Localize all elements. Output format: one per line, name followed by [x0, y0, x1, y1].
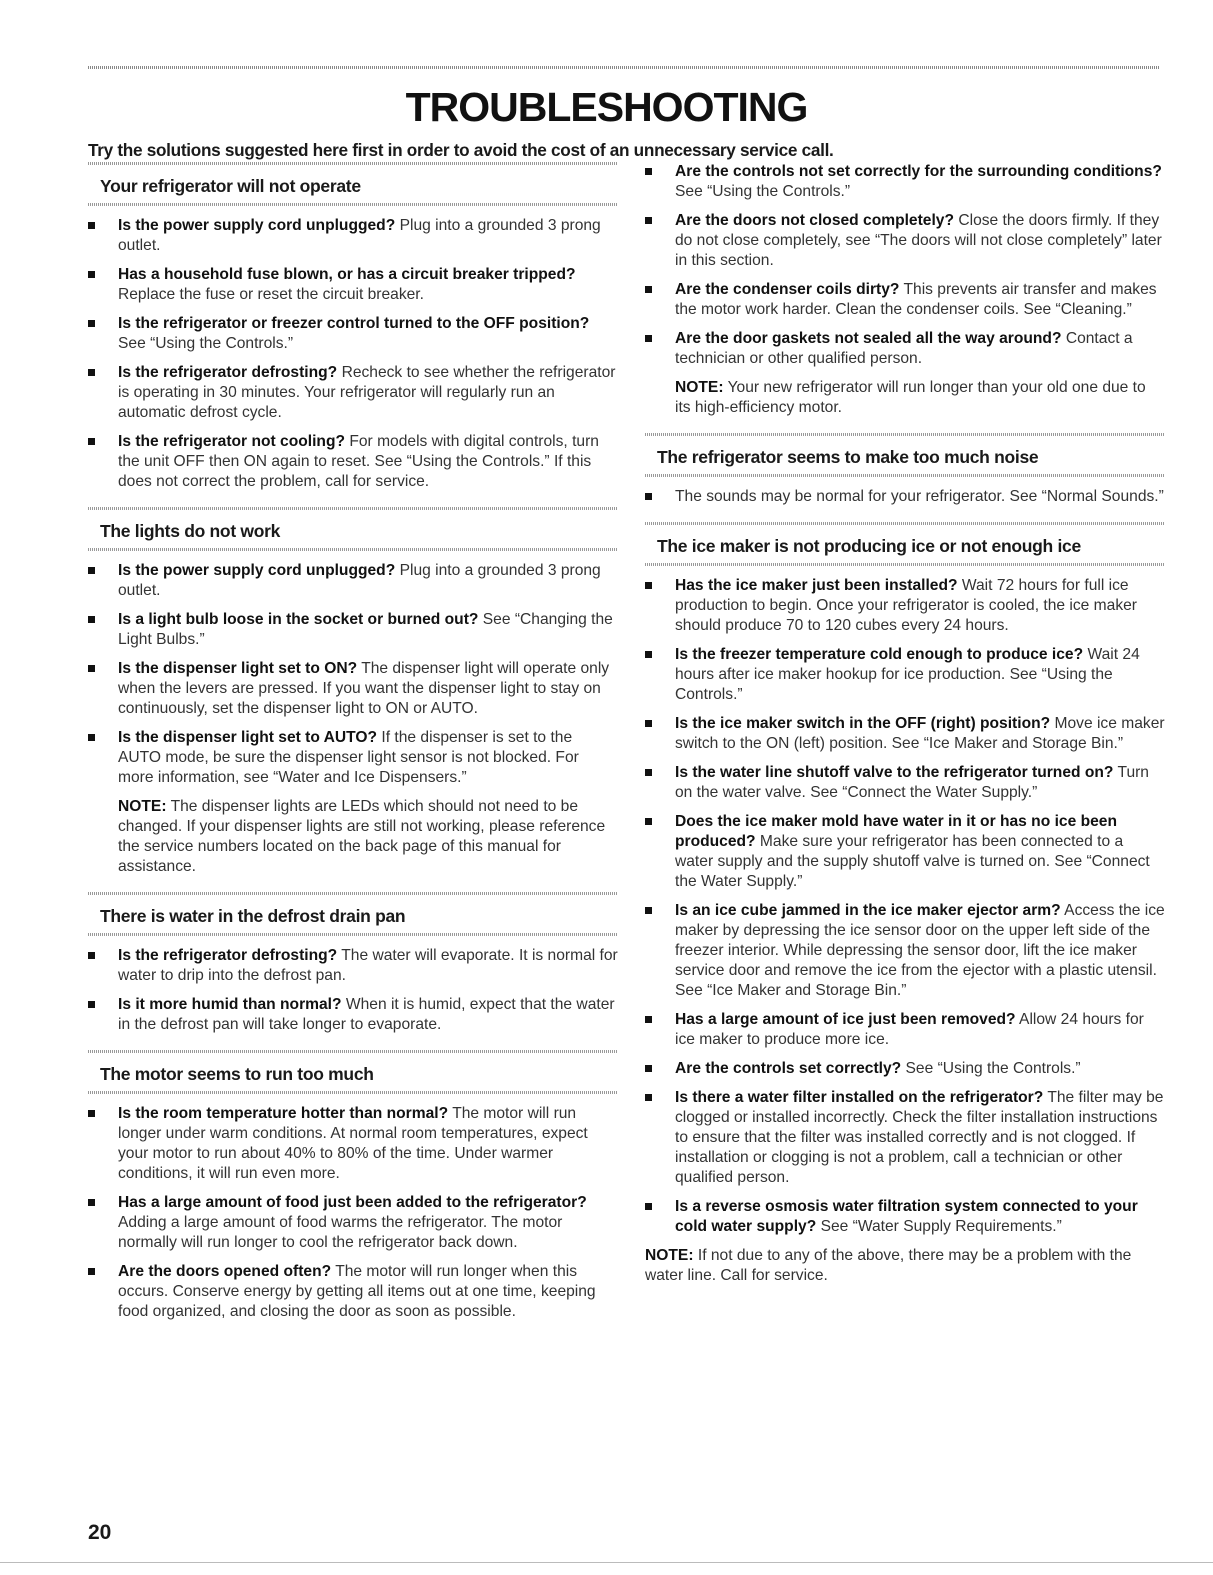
bullet-icon [88, 271, 95, 278]
bullet-icon [645, 335, 652, 342]
bullet-icon [645, 286, 652, 293]
bullet-icon [88, 1268, 95, 1275]
list-item: Is the power supply cord unplugged? Plug into a grounded 3 prong outlet. [88, 216, 618, 256]
bullet-icon [645, 907, 652, 914]
list-item: Are the doors opened often? The motor will run longer when this occurs. Conserve energy by getting all items out at one time, keeping food organized, and closing the door as soon as possible. [88, 1262, 618, 1322]
note: NOTE: Your new refrigerator will run longer than your old one due to its high-efficiency motor. [675, 379, 1146, 416]
note: NOTE: The dispenser lights are LEDs which should not need to be changed. If your dispenser lights are still not working, please reference the service numbers located on the back page of this manual for assistance. [118, 798, 606, 875]
bullet-icon [645, 1016, 652, 1023]
bullet-icon [645, 493, 652, 500]
bullet-icon [88, 222, 95, 229]
list-item: Are the doors not closed completely? Close the doors firmly. If they do not close completely, see “The doors will not close completely” later in this section. [645, 211, 1165, 271]
bullet-icon [645, 818, 652, 825]
right-column [645, 158, 1165, 1295]
list-item: Has a large amount of food just been added to the refrigerator? Adding a large amount of food warms the refrigerator. The motor normally will run longer to cool the refrigerator back down. [88, 1193, 618, 1253]
section-ice-maker [645, 516, 1165, 1286]
bullet-icon [645, 769, 652, 776]
list-item: Are the door gaskets not sealed all the way around? Contact a technician or other qualified person. [645, 329, 1165, 369]
list-item: Is the dispenser light set to AUTO? If the dispenser is set to the AUTO mode, be sure the dispenser light sensor is not blocked. For more information, see “Water and Ice Dispensers.” [88, 728, 618, 788]
list-item: Is the dispenser light set to ON? The dispenser light will operate only when the levers are pressed. If you want the dispenser light to stay on continuously, set the dispenser light to ON or AUTO. [88, 659, 618, 719]
bullet-icon [88, 665, 95, 672]
section-will-not-operate [88, 156, 618, 492]
bullet-icon [645, 168, 652, 175]
bullet-icon [88, 734, 95, 741]
bullet-icon [645, 1203, 652, 1210]
list-item: Has the ice maker just been installed? Wait 72 hours for full ice production to begin. Once your refrigerator is cooled, the ice maker should produce 70 to 120 cubes every 24 hours. [645, 576, 1165, 636]
bullet-icon [88, 616, 95, 623]
bullet-icon [88, 1110, 95, 1117]
list-item: Is the power supply cord unplugged? Plug into a grounded 3 prong outlet. [88, 561, 618, 601]
bullet-icon [88, 438, 95, 445]
list-item: The sounds may be normal for your refrigerator. See “Normal Sounds.” [645, 487, 1165, 507]
intro-text: Try the solutions suggested here first in order to avoid the cost of an unnecessary service call. [88, 140, 834, 160]
bullet-icon [88, 369, 95, 376]
list-item: Has a household fuse blown, or has a circuit breaker tripped? Replace the fuse or reset the circuit breaker. [88, 265, 618, 305]
list-item: Is there a water filter installed on the refrigerator? The filter may be clogged or installed incorrectly. Check the filter installation instructions to ensure that the filter was installed correctly and is not clogged. If installation or clogging is not a problem, call a technician or other qualified person. [645, 1088, 1165, 1188]
bullet-icon [645, 217, 652, 224]
section-heading: There is water in the defrost drain pan [88, 886, 618, 936]
list-item: Is a reverse osmosis water filtration system connected to your cold water supply? See “Water Supply Requirements.” [645, 1197, 1165, 1237]
section-heading: The motor seems to run too much [88, 1044, 618, 1094]
list-item: Is the refrigerator defrosting? Recheck to see whether the refrigerator is operating in 30 minutes. Your refrigerator will regularly run an automatic defrost cycle. [88, 363, 618, 423]
bullet-icon [645, 720, 652, 727]
bullet-icon [88, 567, 95, 574]
bullet-icon [88, 952, 95, 959]
section-defrost-pan [88, 886, 618, 1035]
list-item: Is the refrigerator not cooling? For models with digital controls, turn the unit OFF then ON again to reset. See “Using the Controls.” If this does not correct the problem, call for service. [88, 432, 618, 492]
bullet-icon [88, 320, 95, 327]
bullet-icon [645, 582, 652, 589]
bullet-icon [645, 1065, 652, 1072]
list-item: Is the water line shutoff valve to the refrigerator turned on? Turn on the water valve. See “Connect the Water Supply.” [645, 763, 1165, 803]
section-heading: Your refrigerator will not operate [88, 156, 618, 206]
section-noise [645, 427, 1165, 507]
section-heading: The refrigerator seems to make too much noise [645, 427, 1165, 477]
list-item: Has a large amount of ice just been removed? Allow 24 hours for ice maker to produce more ice. [645, 1010, 1165, 1050]
list-item: Is the refrigerator or freezer control turned to the OFF position? See “Using the Controls.” [88, 314, 618, 354]
section-heading: The ice maker is not producing ice or not enough ice [645, 516, 1165, 566]
page-title: TROUBLESHOOTING [405, 84, 808, 130]
list-item: Does the ice maker mold have water in it or has no ice been produced? Make sure your refrigerator has been connected to a water supply and the supply shutoff valve is turned on. See “Connect the Water Supply.” [645, 812, 1165, 892]
list-item: Is the room temperature hotter than normal? The motor will run longer under warm conditions. At normal room temperatures, expect your motor to run about 40% to 80% of the time. Under warmer conditions, it will run even more. [88, 1104, 618, 1184]
bullet-icon [645, 1094, 652, 1101]
bottom-divider [0, 1562, 1213, 1563]
note: NOTE: If not due to any of the above, there may be a problem with the water line. Call for service. [645, 1247, 1132, 1284]
section-motor [88, 1044, 618, 1322]
list-item: Are the condenser coils dirty? This prevents air transfer and makes the motor work harder. Clean the condenser coils. See “Cleaning.” [645, 280, 1165, 320]
section-heading: The lights do not work [88, 501, 618, 551]
page-number: 20 [88, 1521, 112, 1544]
list-item: Are the controls not set correctly for the surrounding conditions? See “Using the Controls.” [645, 162, 1165, 202]
list-item: Is an ice cube jammed in the ice maker ejector arm? Access the ice maker by depressing the ice sensor door on the upper left side of the freezer interior. While depressing the sensor door, lift the ice maker service door and remove the ice from the ejector with a plastic utensil. See “Ice Maker and Storage Bin.” [645, 901, 1165, 1001]
list-item: Is the ice maker switch in the OFF (right) position? Move ice maker switch to the ON (left) position. See “Ice Maker and Storage Bin.” [645, 714, 1165, 754]
left-column [88, 156, 618, 1331]
bullet-icon [88, 1001, 95, 1008]
list-item: Is a light bulb loose in the socket or burned out? See “Changing the Light Bulbs.” [88, 610, 618, 650]
list-item: Is the refrigerator defrosting? The water will evaporate. It is normal for water to drip into the defrost pan. [88, 946, 618, 986]
bullet-icon [88, 1199, 95, 1206]
list-item: Is the freezer temperature cold enough to produce ice? Wait 24 hours after ice maker hookup for ice production. See “Using the Controls.” [645, 645, 1165, 705]
top-divider [88, 66, 1160, 69]
section-lights [88, 501, 618, 877]
bullet-icon [645, 651, 652, 658]
list-item: Are the controls set correctly? See “Using the Controls.” [645, 1059, 1165, 1079]
list-item: Is it more humid than normal? When it is humid, expect that the water in the defrost pan will take longer to evaporate. [88, 995, 618, 1035]
